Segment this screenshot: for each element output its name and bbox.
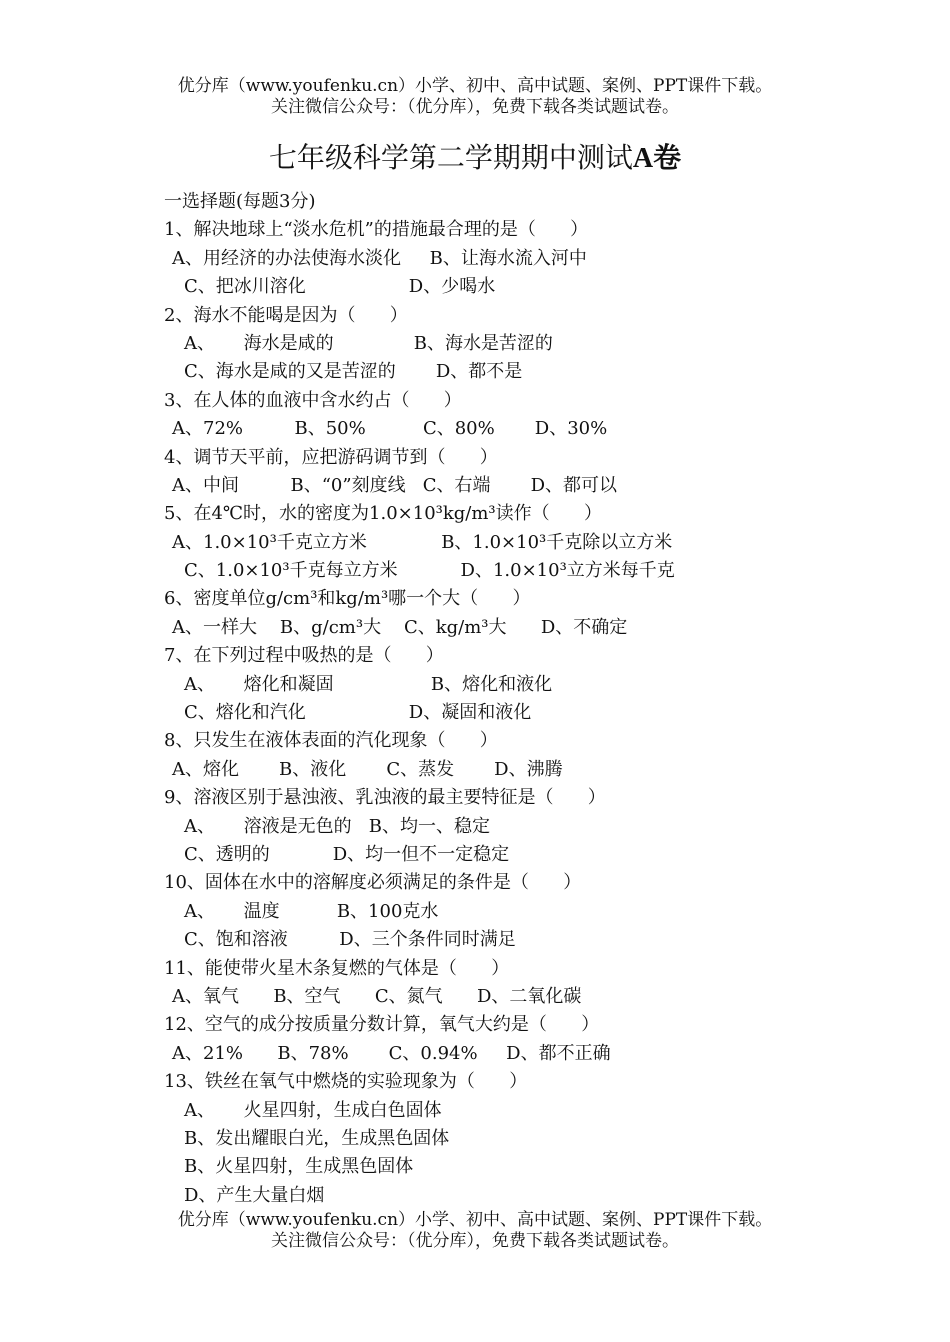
option-line: A、 火星四射，生成白色固体 xyxy=(184,1099,442,1121)
question-line: 10、固体在水中的溶解度必须满足的条件是（ ） xyxy=(164,872,582,894)
option-line: A、氧气 B、空气 C、氮气 D、二氧化碳 xyxy=(172,985,582,1007)
option-line: C、透明的 D、均一但不一定稳定 xyxy=(184,843,510,865)
title-text: 七年级科学第二学期期中测试 xyxy=(268,141,633,174)
question-line: 5、在4℃时，水的密度为1.0×10³kg/m³读作（ ） xyxy=(164,503,602,525)
option-line: A、 溶液是无色的 B、均一、稳定 xyxy=(184,815,490,837)
question-line: 12、空气的成分按质量分数计算，氧气大约是（ ） xyxy=(164,1014,600,1036)
question-lines xyxy=(164,216,924,1210)
option-line: A、1.0×10³千克立方米 B、1.0×10³千克除以立方米 xyxy=(172,531,673,553)
option-line: A、72% B、50% C、80% D、30% xyxy=(172,418,608,440)
option-line: C、1.0×10³千克每立方米 D、1.0×10³立方米每千克 xyxy=(184,560,675,582)
option-line: C、海水是咸的又是苦涩的 D、都不是 xyxy=(184,361,523,383)
option-line: C、饱和溶液 D、三个条件同时满足 xyxy=(184,929,516,951)
question-line: 3、在人体的血液中含水约占（ ） xyxy=(164,389,462,411)
section-heading: 一选择题(每题3分) xyxy=(164,191,316,212)
option-line: B、火星四射，生成黑色固体 xyxy=(184,1156,414,1178)
page-footer xyxy=(0,1210,950,1252)
option-line: A、用经济的办法使海水淡化 B、让海水流入河中 xyxy=(172,247,587,269)
question-list xyxy=(164,188,924,1210)
option-line: C、熔化和汽化 D、凝固和液化 xyxy=(184,702,532,724)
question-line: 13、铁丝在氧气中燃烧的实验现象为（ ） xyxy=(164,1071,528,1093)
question-line: 2、海水不能喝是因为（ ） xyxy=(164,304,408,326)
option-line: C、把冰川溶化 D、少喝水 xyxy=(184,276,496,298)
option-line: B、发出耀眼白光，生成黑色固体 xyxy=(184,1127,450,1149)
question-line: 7、在下列过程中吸热的是（ ） xyxy=(164,645,444,667)
question-line: 11、能使带火星木条复燃的气体是（ ） xyxy=(164,957,510,979)
option-line: A、 海水是咸的 B、海水是苦涩的 xyxy=(184,332,553,354)
footer-line-2: 关注微信公众号：（优分库），免费下载各类试题试卷。 xyxy=(271,1231,679,1251)
question-line: 9、溶液区别于悬浊液、乳浊液的最主要特征是（ ） xyxy=(164,787,606,809)
option-line: D、产生大量白烟 xyxy=(184,1184,325,1206)
option-line: A、 熔化和凝固 B、熔化和液化 xyxy=(184,673,553,695)
option-line: A、 温度 B、100克水 xyxy=(184,900,439,922)
question-line: 1、解决地球上“淡水危机”的措施最合理的是（ ） xyxy=(164,219,589,241)
option-line: A、一样大 B、g/cm³大 C、kg/m³大 D、不确定 xyxy=(172,616,628,638)
header-line-2: 关注微信公众号：（优分库），免费下载各类试题试卷。 xyxy=(271,97,679,117)
page-header xyxy=(0,76,950,118)
option-line: A、熔化 B、液化 C、蒸发 D、沸腾 xyxy=(172,758,563,780)
option-line: A、中间 B、“0”刻度线 C、右端 D、都可以 xyxy=(172,474,617,496)
option-line: A、21% B、78% C、0.94% D、都不正确 xyxy=(172,1042,611,1064)
question-line: 6、密度单位g/cm³和kg/m³哪一个大（ ） xyxy=(164,588,531,610)
footer-line-1: 优分库（www.youfenku.cn）小学、初中、高中试题、案例、PPT课件下载。 xyxy=(177,1210,773,1230)
question-line: 8、只发生在液体表面的汽化现象（ ） xyxy=(164,730,498,752)
title-suffix: A卷 xyxy=(632,143,682,174)
document-title xyxy=(0,140,950,177)
question-line: 4、调节天平前，应把游码调节到（ ） xyxy=(164,446,498,468)
header-line-1: 优分库（www.youfenku.cn）小学、初中、高中试题、案例、PPT课件下载。 xyxy=(177,76,773,96)
